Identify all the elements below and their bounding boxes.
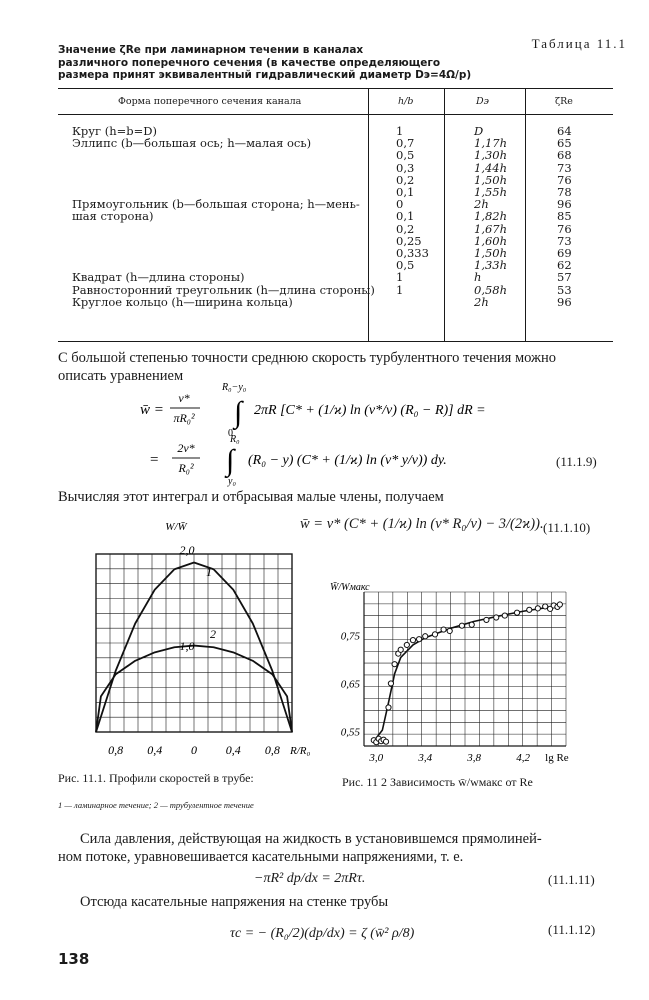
cell-diameter: 0,58h <box>474 282 508 297</box>
cell-shape: шая сторона) <box>72 209 154 224</box>
cell-zeta: 68 <box>557 148 572 163</box>
cell-diameter: 2h <box>474 294 489 309</box>
equation-11-1-10: w̄ = v* (C* + (1/ϰ) ln (v* R₀/ν) − 3/(2ϰ)). <box>300 516 544 532</box>
cell-ratio: 0,1 <box>396 209 415 224</box>
table-caption <box>58 44 528 82</box>
table-bottom-rule <box>58 341 613 342</box>
cell-zeta: 69 <box>557 246 572 260</box>
eq-upper-limit: R₀ <box>230 434 240 445</box>
eq-lower-limit: 0 <box>228 428 233 439</box>
eq-body: 2πR [C* + (1/ϰ) ln (v*/ν) (R₀ − R)] dR = <box>254 403 486 418</box>
cell-diameter: D <box>474 124 484 138</box>
paragraph-line: ном потоке, уравновешивается касательными напряжениями, т. е. <box>58 849 464 865</box>
figure1-caption: Рис. 11.1. Профили скоростей в трубе: <box>58 771 254 785</box>
cell-ratio: 0,333 <box>396 246 429 260</box>
eq-lhs: w̄ = <box>140 402 164 418</box>
y-tick-label: 0,65 <box>340 678 360 691</box>
data-point <box>484 617 489 622</box>
paragraph-line: описать уравнением <box>58 368 184 384</box>
cell-zeta: 53 <box>557 282 572 297</box>
data-point <box>398 647 403 652</box>
data-point <box>392 662 397 667</box>
table-caption-line: Значение ζRe при ламинарном течении в каналах <box>58 44 364 56</box>
curve-label: 1 <box>206 565 212 579</box>
table-divider <box>368 88 369 341</box>
data-point <box>388 681 393 686</box>
x-axis-label: lg Re <box>545 752 569 764</box>
data-point <box>535 606 540 611</box>
y-tick-label: 2,0 <box>179 543 195 557</box>
cell-ratio: 1 <box>396 124 404 138</box>
eq-frac-num: 2v* <box>177 441 195 455</box>
paragraph-line: С большой степенью точности среднюю скорость турбулентного течения можно <box>58 350 557 366</box>
cell-ratio: 0,1 <box>396 185 415 199</box>
cell-diameter: h <box>474 270 482 285</box>
integral-icon: ∫ <box>234 396 243 429</box>
paragraph-line: Сила давления, действующая на жидкость в установившемся прямолиней- <box>80 831 542 847</box>
cell-shape: Квадрат (h—длина стороны) <box>72 270 245 285</box>
data-point <box>383 739 388 744</box>
cell-zeta: 76 <box>557 221 572 236</box>
cell-ratio: 0,2 <box>396 221 415 236</box>
cell-zeta: 96 <box>557 294 572 309</box>
header-shape: Форма поперечного сечения канала <box>118 96 302 107</box>
cell-ratio: 0,2 <box>396 172 415 187</box>
cell-diameter: 1,50h <box>474 246 508 260</box>
data-point <box>527 607 532 612</box>
data-point <box>386 705 391 710</box>
header-zeta: ζRe <box>555 96 573 107</box>
equation-number: (11.1.10) <box>543 520 591 535</box>
data-point <box>404 642 409 647</box>
equation-number: (11.1.12) <box>548 922 596 937</box>
data-point <box>423 634 428 639</box>
y-axis-label: W/W̄ <box>165 521 187 533</box>
figure-velocity-profiles <box>60 518 316 770</box>
curve-label: 2 <box>210 627 216 641</box>
y-tick-label: 1,0 <box>179 639 195 653</box>
cell-zeta: 73 <box>557 233 572 248</box>
data-point <box>502 613 507 618</box>
cell-diameter: 1,82h <box>474 209 508 224</box>
x-tick-label: 0,4 <box>225 743 241 757</box>
cell-diameter: 2h <box>474 197 489 212</box>
header-diameter: Dэ <box>476 96 489 107</box>
curves <box>371 602 562 745</box>
equation-number: (11.1.11) <box>548 872 595 887</box>
data-point <box>416 637 421 642</box>
cell-shape: Круглое кольцо (h—ширина кольца) <box>72 294 293 309</box>
cell-ratio: 1 <box>396 282 404 297</box>
cell-zeta: 85 <box>557 209 572 224</box>
cell-zeta: 73 <box>557 160 572 175</box>
table-divider <box>525 88 526 341</box>
table-header-rule <box>58 114 613 115</box>
data-point <box>557 602 562 607</box>
table-label: Таблица 11.1 <box>531 36 627 51</box>
cell-zeta: 65 <box>557 136 572 151</box>
x-tick-label: 3,0 <box>369 752 384 764</box>
figure2-caption: Рис. 11 2 Зависимость w̄/wмакс от Re <box>342 775 533 789</box>
cell-zeta: 96 <box>557 197 572 212</box>
cell-zeta: 78 <box>557 185 572 199</box>
figure1-legend: 1 — ламинарное течение; 2 — трубулентное течение <box>58 800 254 810</box>
page-number: 138 <box>58 950 90 968</box>
labels <box>108 521 310 757</box>
cell-zeta: 62 <box>557 258 572 273</box>
cell-zeta: 76 <box>557 172 572 187</box>
data-point <box>432 632 437 637</box>
y-tick-label: 0,55 <box>340 726 360 739</box>
data-point <box>543 604 548 609</box>
equation-number: (11.1.9) <box>556 454 597 469</box>
paragraph <box>58 830 542 866</box>
x-tick-label: 0,8 <box>264 743 280 757</box>
cell-diameter: 1,50h <box>474 172 508 187</box>
x-tick-label: 0,8 <box>108 743 124 757</box>
cell-diameter: 1,33h <box>474 258 508 273</box>
cell-diameter: 1,30h <box>474 148 508 163</box>
eq-lower-limit: y₀ <box>228 476 236 487</box>
x-tick-label: 3,8 <box>467 752 482 764</box>
cell-ratio: 0,25 <box>396 233 422 248</box>
eq-body: (R₀ − y) (C* + (1/ϰ) ln (v* y/ν)) dy. <box>248 453 447 468</box>
data-point <box>441 627 446 632</box>
grid <box>364 592 566 746</box>
data-point <box>459 623 464 628</box>
table-divider <box>444 88 445 341</box>
cell-ratio: 0,5 <box>396 148 415 163</box>
cell-shape: Прямоугольник (b—большая сторона; h—мень- <box>72 197 360 212</box>
cell-ratio: 0 <box>396 197 404 212</box>
cell-ratio: 0,5 <box>396 258 415 273</box>
cell-ratio: 1 <box>396 270 404 285</box>
x-tick-label: 0 <box>191 743 197 757</box>
cell-ratio: 0,3 <box>396 160 415 175</box>
x-axis-label: R/R₀ <box>290 745 311 757</box>
cell-diameter: 1,60h <box>474 233 508 248</box>
fit-curve <box>374 605 560 741</box>
y-tick-label: 0,75 <box>340 630 360 643</box>
equation-11-1-11: −πR² dp/dx = 2πRτ. <box>254 871 366 886</box>
header-ratio: h/b <box>398 96 414 107</box>
y-axis-label: W̄/Wмакс <box>330 582 370 593</box>
eq-frac-den: R₀² <box>178 461 194 475</box>
cell-ratio: 0,7 <box>396 136 415 151</box>
equation-11-1-12: τc = − (R₀/2)(dp/dx) = ζ (w̄² ρ/8) <box>230 926 415 941</box>
paragraph: Отсюда касательные напряжения на стенке трубы <box>80 894 389 910</box>
figure-velocity-ratio <box>330 578 580 773</box>
table-caption-line: размера принят эквивалентный гидравлический диаметр Dэ=4Ω/p) <box>58 69 472 81</box>
cell-shape: Эллипс (b—большая ось; h—малая ось) <box>72 136 312 151</box>
data-point <box>514 610 519 615</box>
equation-11-1-9 <box>130 380 540 488</box>
cell-zeta: 57 <box>557 270 572 285</box>
x-tick-label: 0,4 <box>147 743 163 757</box>
x-tick-label: 4,2 <box>516 752 531 764</box>
labels <box>330 581 569 764</box>
cell-diameter: 1,67h <box>474 221 508 236</box>
eq-upper-limit: R₀−y₀ <box>222 382 247 393</box>
data-point <box>494 615 499 620</box>
cell-shape: Равносторонний треугольник (h—длина стороны) <box>72 282 375 297</box>
cell-diameter: 1,55h <box>474 185 508 199</box>
eq-frac-num: v* <box>178 391 190 405</box>
cell-zeta: 64 <box>557 124 572 138</box>
data-point <box>469 622 474 627</box>
table-top-rule <box>58 88 613 89</box>
cell-shape: Круг (h=b=D) <box>72 124 157 138</box>
integral-icon: ∫ <box>226 444 235 477</box>
data-point <box>410 638 415 643</box>
data-point <box>447 628 452 633</box>
paragraph: Вычисляя этот интеграл и отбрасывая малые члены, получаем <box>58 489 444 505</box>
table-caption-line: различного поперечного сечения (в качестве определяющего <box>58 56 441 69</box>
x-tick-label: 3,4 <box>418 752 433 764</box>
cell-diameter: 1,17h <box>474 136 508 151</box>
eq-frac-den: πR₀² <box>173 411 195 425</box>
cell-diameter: 1,44h <box>474 160 508 175</box>
eq-lhs: = <box>150 452 159 468</box>
